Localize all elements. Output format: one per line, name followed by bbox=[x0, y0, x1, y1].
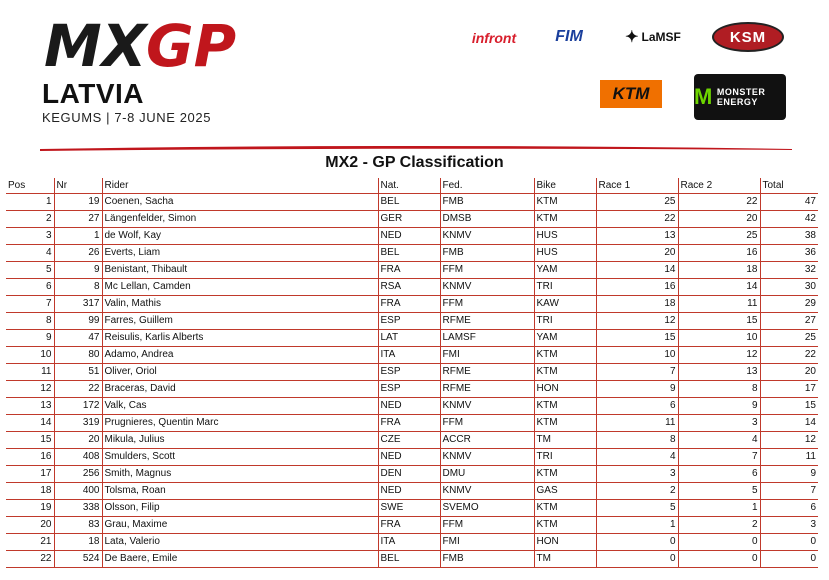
cell-nat: NED bbox=[378, 227, 440, 244]
cell-race1: 22 bbox=[596, 210, 678, 227]
cell-pos: 10 bbox=[6, 346, 54, 363]
col-rider-header: Rider bbox=[102, 178, 378, 193]
cell-race2: 22 bbox=[678, 193, 760, 210]
cell-rider: Adamo, Andrea bbox=[102, 346, 378, 363]
cell-nat: FRA bbox=[378, 295, 440, 312]
cell-total: 11 bbox=[760, 448, 818, 465]
table-row bbox=[6, 278, 818, 295]
col-total-header: Total bbox=[760, 178, 818, 193]
cell-nr: 408 bbox=[54, 448, 102, 465]
cell-bike: KTM bbox=[534, 414, 596, 431]
cell-rider: Valin, Mathis bbox=[102, 295, 378, 312]
cell-race2: 7 bbox=[678, 448, 760, 465]
cell-nr: 256 bbox=[54, 465, 102, 482]
cell-race2: 2 bbox=[678, 516, 760, 533]
cell-nr: 172 bbox=[54, 397, 102, 414]
table-row bbox=[6, 329, 818, 346]
cell-total: 6 bbox=[760, 499, 818, 516]
table-row bbox=[6, 499, 818, 516]
cell-bike: KTM bbox=[534, 210, 596, 227]
cell-pos: 11 bbox=[6, 363, 54, 380]
cell-bike: KTM bbox=[534, 465, 596, 482]
cell-total: 36 bbox=[760, 244, 818, 261]
cell-race1: 6 bbox=[596, 397, 678, 414]
cell-total: 9 bbox=[760, 465, 818, 482]
cell-rider: Längenfelder, Simon bbox=[102, 210, 378, 227]
cell-total: 22 bbox=[760, 346, 818, 363]
cell-pos: 1 bbox=[6, 193, 54, 210]
cell-pos: 14 bbox=[6, 414, 54, 431]
ktm-logo: KTM bbox=[600, 80, 662, 108]
cell-race2: 18 bbox=[678, 261, 760, 278]
cell-bike: TRI bbox=[534, 312, 596, 329]
cell-bike: HUS bbox=[534, 244, 596, 261]
cell-fed: RFME bbox=[440, 380, 534, 397]
cell-fed: RFME bbox=[440, 363, 534, 380]
cell-bike: TRI bbox=[534, 278, 596, 295]
cell-total: 15 bbox=[760, 397, 818, 414]
cell-race2: 5 bbox=[678, 482, 760, 499]
cell-total: 3 bbox=[760, 516, 818, 533]
cell-nat: BEL bbox=[378, 244, 440, 261]
classification-title: MX2 - GP Classification bbox=[325, 154, 504, 171]
cell-nat: ESP bbox=[378, 380, 440, 397]
cell-nat: NED bbox=[378, 448, 440, 465]
cell-race2: 10 bbox=[678, 329, 760, 346]
cell-race1: 10 bbox=[596, 346, 678, 363]
cell-rider: Grau, Maxime bbox=[102, 516, 378, 533]
cell-pos: 13 bbox=[6, 397, 54, 414]
cell-pos: 7 bbox=[6, 295, 54, 312]
cell-fed: KNMV bbox=[440, 448, 534, 465]
cell-nr: 317 bbox=[54, 295, 102, 312]
cell-pos: 20 bbox=[6, 516, 54, 533]
cell-fed: KNMV bbox=[440, 482, 534, 499]
cell-race1: 16 bbox=[596, 278, 678, 295]
svg-text:MX: MX bbox=[44, 12, 147, 74]
header-divider bbox=[40, 144, 792, 152]
cell-nat: CZE bbox=[378, 431, 440, 448]
cell-nr: 319 bbox=[54, 414, 102, 431]
cell-bike: KTM bbox=[534, 397, 596, 414]
cell-race1: 15 bbox=[596, 329, 678, 346]
table-row bbox=[6, 550, 818, 567]
cell-rider: Tolsma, Roan bbox=[102, 482, 378, 499]
cell-race1: 5 bbox=[596, 499, 678, 516]
cell-pos: 8 bbox=[6, 312, 54, 329]
cell-rider: Smith, Magnus bbox=[102, 465, 378, 482]
cell-total: 42 bbox=[760, 210, 818, 227]
cell-nr: 524 bbox=[54, 550, 102, 567]
cell-total: 27 bbox=[760, 312, 818, 329]
cell-rider: Smulders, Scott bbox=[102, 448, 378, 465]
cell-bike: TM bbox=[534, 550, 596, 567]
col-nat-header: Nat. bbox=[378, 178, 440, 193]
cell-race1: 20 bbox=[596, 244, 678, 261]
monster-energy-logo bbox=[694, 74, 786, 120]
cell-race2: 25 bbox=[678, 227, 760, 244]
cell-nr: 26 bbox=[54, 244, 102, 261]
table-row bbox=[6, 397, 818, 414]
cell-rider: Reisulis, Karlis Alberts bbox=[102, 329, 378, 346]
cell-total: 20 bbox=[760, 363, 818, 380]
cell-rider: De Baere, Emile bbox=[102, 550, 378, 567]
cell-fed: KNMV bbox=[440, 397, 534, 414]
cell-race2: 0 bbox=[678, 533, 760, 550]
cell-total: 25 bbox=[760, 329, 818, 346]
cell-pos: 19 bbox=[6, 499, 54, 516]
cell-rider: Benistant, Thibault bbox=[102, 261, 378, 278]
cell-total: 0 bbox=[760, 550, 818, 567]
cell-total: 17 bbox=[760, 380, 818, 397]
cell-rider: Mc Lellan, Camden bbox=[102, 278, 378, 295]
table-row bbox=[6, 482, 818, 499]
cell-bike: TM bbox=[534, 431, 596, 448]
event-subtitle: KEGUMS | 7-8 JUNE 2025 bbox=[42, 110, 212, 125]
cell-race2: 0 bbox=[678, 550, 760, 567]
cell-nr: 338 bbox=[54, 499, 102, 516]
cell-bike: KTM bbox=[534, 346, 596, 363]
cell-bike: KTM bbox=[534, 516, 596, 533]
table-row bbox=[6, 227, 818, 244]
cell-race2: 3 bbox=[678, 414, 760, 431]
cell-total: 47 bbox=[760, 193, 818, 210]
cell-race1: 7 bbox=[596, 363, 678, 380]
cell-total: 29 bbox=[760, 295, 818, 312]
cell-pos: 2 bbox=[6, 210, 54, 227]
cell-nat: FRA bbox=[378, 516, 440, 533]
cell-race1: 25 bbox=[596, 193, 678, 210]
cell-fed: FMI bbox=[440, 346, 534, 363]
cell-nr: 47 bbox=[54, 329, 102, 346]
cell-fed: FMI bbox=[440, 533, 534, 550]
cell-race2: 6 bbox=[678, 465, 760, 482]
cell-nat: RSA bbox=[378, 278, 440, 295]
table-row bbox=[6, 414, 818, 431]
cell-fed: FMB bbox=[440, 550, 534, 567]
cell-pos: 18 bbox=[6, 482, 54, 499]
cell-fed: FFM bbox=[440, 261, 534, 278]
cell-rider: Olsson, Filip bbox=[102, 499, 378, 516]
cell-race1: 9 bbox=[596, 380, 678, 397]
cell-rider: de Wolf, Kay bbox=[102, 227, 378, 244]
cell-rider: Lata, Valerio bbox=[102, 533, 378, 550]
cell-rider: Farres, Guillem bbox=[102, 312, 378, 329]
cell-rider: Mikula, Julius bbox=[102, 431, 378, 448]
cell-race1: 18 bbox=[596, 295, 678, 312]
monster-logo-text: MONSTER ENERGY bbox=[716, 87, 766, 107]
cell-race1: 12 bbox=[596, 312, 678, 329]
cell-nat: NED bbox=[378, 397, 440, 414]
cell-bike: TRI bbox=[534, 448, 596, 465]
table-row bbox=[6, 295, 818, 312]
cell-nr: 8 bbox=[54, 278, 102, 295]
cell-race2: 16 bbox=[678, 244, 760, 261]
cell-race2: 9 bbox=[678, 397, 760, 414]
cell-nr: 1 bbox=[54, 227, 102, 244]
fim-logo: FIM bbox=[555, 28, 583, 45]
col-nr-header: Nr bbox=[54, 178, 102, 193]
cell-race1: 11 bbox=[596, 414, 678, 431]
cell-nat: ITA bbox=[378, 346, 440, 363]
cell-race2: 15 bbox=[678, 312, 760, 329]
cell-race2: 12 bbox=[678, 346, 760, 363]
cell-nr: 99 bbox=[54, 312, 102, 329]
table-row bbox=[6, 312, 818, 329]
cell-race1: 4 bbox=[596, 448, 678, 465]
cell-bike: KAW bbox=[534, 295, 596, 312]
cell-race2: 14 bbox=[678, 278, 760, 295]
cell-fed: KNMV bbox=[440, 278, 534, 295]
table-row bbox=[6, 210, 818, 227]
mxgp-logo bbox=[42, 12, 260, 74]
classification-table bbox=[6, 178, 818, 568]
table-row bbox=[6, 533, 818, 550]
cell-pos: 6 bbox=[6, 278, 54, 295]
cell-fed: ACCR bbox=[440, 431, 534, 448]
cell-nr: 9 bbox=[54, 261, 102, 278]
cell-fed: FFM bbox=[440, 516, 534, 533]
cell-fed: FMB bbox=[440, 244, 534, 261]
cell-pos: 4 bbox=[6, 244, 54, 261]
cell-bike: GAS bbox=[534, 482, 596, 499]
col-bike-header: Bike bbox=[534, 178, 596, 193]
cell-nat: FRA bbox=[378, 261, 440, 278]
table-row bbox=[6, 448, 818, 465]
cell-fed: SVEMO bbox=[440, 499, 534, 516]
cell-nat: NED bbox=[378, 482, 440, 499]
cell-rider: Coenen, Sacha bbox=[102, 193, 378, 210]
cell-pos: 5 bbox=[6, 261, 54, 278]
cell-total: 12 bbox=[760, 431, 818, 448]
table-row bbox=[6, 380, 818, 397]
cell-total: 30 bbox=[760, 278, 818, 295]
cell-total: 32 bbox=[760, 261, 818, 278]
lamsf-emblem-icon: ✦ bbox=[625, 29, 639, 46]
table-row bbox=[6, 516, 818, 533]
ksm-logo: KSM bbox=[712, 22, 784, 52]
table-header-row bbox=[6, 178, 818, 193]
cell-nr: 20 bbox=[54, 431, 102, 448]
cell-bike: HON bbox=[534, 533, 596, 550]
table-row bbox=[6, 346, 818, 363]
cell-race1: 8 bbox=[596, 431, 678, 448]
cell-nr: 22 bbox=[54, 380, 102, 397]
cell-bike: YAM bbox=[534, 329, 596, 346]
cell-race1: 1 bbox=[596, 516, 678, 533]
cell-total: 0 bbox=[760, 533, 818, 550]
cell-race2: 1 bbox=[678, 499, 760, 516]
cell-fed: LAMSF bbox=[440, 329, 534, 346]
cell-nr: 51 bbox=[54, 363, 102, 380]
cell-race2: 4 bbox=[678, 431, 760, 448]
cell-rider: Prugnieres, Quentin Marc bbox=[102, 414, 378, 431]
cell-nat: SWE bbox=[378, 499, 440, 516]
cell-nat: ITA bbox=[378, 533, 440, 550]
cell-bike: KTM bbox=[534, 363, 596, 380]
table-row bbox=[6, 261, 818, 278]
cell-race2: 13 bbox=[678, 363, 760, 380]
monster-claw-icon: M bbox=[694, 84, 713, 109]
cell-race1: 3 bbox=[596, 465, 678, 482]
cell-bike: KTM bbox=[534, 499, 596, 516]
col-race1-header: Race 1 bbox=[596, 178, 678, 193]
cell-total: 7 bbox=[760, 482, 818, 499]
event-name: LATVIA bbox=[42, 78, 145, 109]
cell-nat: BEL bbox=[378, 193, 440, 210]
cell-pos: 17 bbox=[6, 465, 54, 482]
cell-pos: 21 bbox=[6, 533, 54, 550]
cell-nat: BEL bbox=[378, 550, 440, 567]
cell-nat: LAT bbox=[378, 329, 440, 346]
cell-fed: RFME bbox=[440, 312, 534, 329]
cell-pos: 12 bbox=[6, 380, 54, 397]
cell-race1: 2 bbox=[596, 482, 678, 499]
cell-race1: 0 bbox=[596, 550, 678, 567]
table-row bbox=[6, 363, 818, 380]
cell-rider: Braceras, David bbox=[102, 380, 378, 397]
cell-race1: 14 bbox=[596, 261, 678, 278]
cell-nat: FRA bbox=[378, 414, 440, 431]
cell-fed: DMSB bbox=[440, 210, 534, 227]
cell-rider: Oliver, Oriol bbox=[102, 363, 378, 380]
cell-nr: 18 bbox=[54, 533, 102, 550]
cell-fed: FMB bbox=[440, 193, 534, 210]
cell-nat: ESP bbox=[378, 363, 440, 380]
table-row bbox=[6, 431, 818, 448]
cell-rider: Valk, Cas bbox=[102, 397, 378, 414]
cell-nat: DEN bbox=[378, 465, 440, 482]
cell-fed: FFM bbox=[440, 295, 534, 312]
cell-pos: 16 bbox=[6, 448, 54, 465]
cell-nr: 83 bbox=[54, 516, 102, 533]
cell-pos: 3 bbox=[6, 227, 54, 244]
cell-nat: GER bbox=[378, 210, 440, 227]
lamsf-logo-text: LaMSF bbox=[641, 30, 681, 44]
table-row bbox=[6, 244, 818, 261]
cell-total: 38 bbox=[760, 227, 818, 244]
header bbox=[0, 0, 829, 150]
cell-pos: 15 bbox=[6, 431, 54, 448]
cell-total: 14 bbox=[760, 414, 818, 431]
cell-race1: 13 bbox=[596, 227, 678, 244]
cell-fed: FFM bbox=[440, 414, 534, 431]
cell-pos: 22 bbox=[6, 550, 54, 567]
cell-bike: HUS bbox=[534, 227, 596, 244]
cell-nat: ESP bbox=[378, 312, 440, 329]
svg-text:GP: GP bbox=[146, 12, 237, 74]
cell-rider: Everts, Liam bbox=[102, 244, 378, 261]
cell-nr: 400 bbox=[54, 482, 102, 499]
cell-nr: 27 bbox=[54, 210, 102, 227]
cell-fed: KNMV bbox=[440, 227, 534, 244]
cell-race2: 20 bbox=[678, 210, 760, 227]
lamsf-logo bbox=[618, 26, 688, 48]
cell-bike: YAM bbox=[534, 261, 596, 278]
cell-nr: 19 bbox=[54, 193, 102, 210]
table-row bbox=[6, 465, 818, 482]
col-race2-header: Race 2 bbox=[678, 178, 760, 193]
cell-race1: 0 bbox=[596, 533, 678, 550]
cell-pos: 9 bbox=[6, 329, 54, 346]
cell-fed: DMU bbox=[440, 465, 534, 482]
cell-bike: HON bbox=[534, 380, 596, 397]
cell-bike: KTM bbox=[534, 193, 596, 210]
cell-race2: 8 bbox=[678, 380, 760, 397]
infront-logo: infront bbox=[471, 30, 517, 46]
cell-nr: 80 bbox=[54, 346, 102, 363]
table-row bbox=[6, 193, 818, 210]
col-fed-header: Fed. bbox=[440, 178, 534, 193]
col-pos-header: Pos bbox=[6, 178, 54, 193]
cell-race2: 11 bbox=[678, 295, 760, 312]
